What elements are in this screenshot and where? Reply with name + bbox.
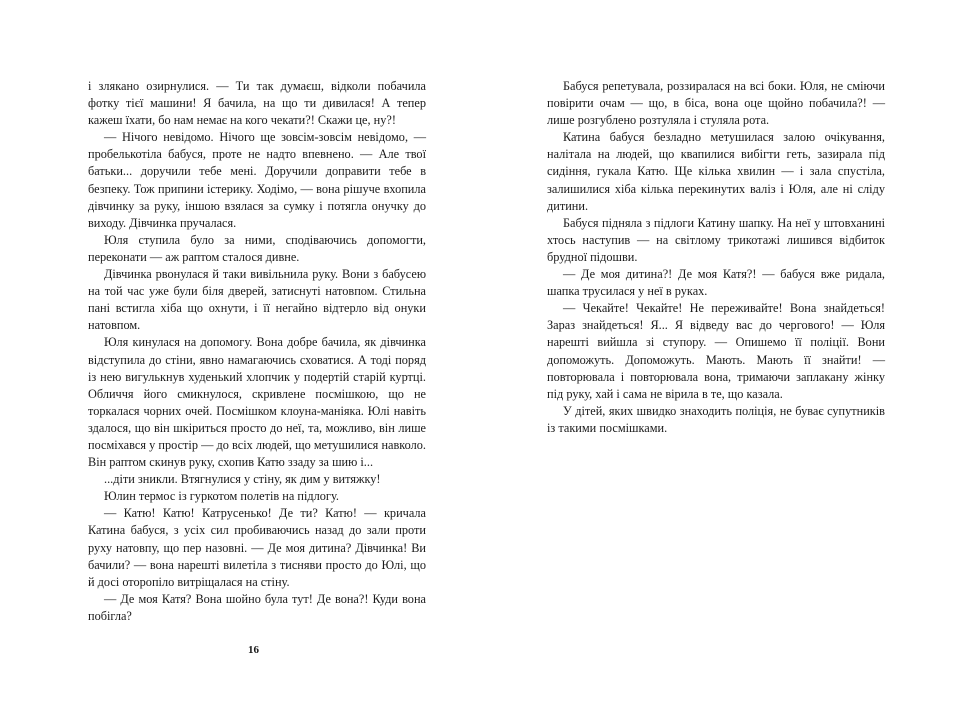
paragraph: Бабуся репетувала, роззиралася на всі боки. Юля, не сміючи повірити очам — що, в біса, вона оце щойно побачила?! — лише розгублено розтуляла і стуляла рота. — [547, 79, 885, 128]
paragraph: — Нічого невідомо. Нічого ще зовсім-зовсім невідомо, — пробелькотіла бабуся, проте не надто впевнено. — Але твої батьки... доручили тебе мені. Доручили доправити тебе в безпеку. Тож припини істерику. Ходімо, — вона рішуче вхопила дівчинку за руку, іншою взялася за сумку і потягла онучку до виходу. Дівчинка пручалася. — [88, 130, 426, 230]
paragraph: — Катю! Катю! Катрусенько! Де ти? Катю! — кричала Катина бабуся, з усіх сил пробиваючись назад до зали проти руху натовпу, що пер назовні. — Де моя дитина? Дівчинка! Ви бачили? — вона нарешті вилетіла з тисняви просто до Юлі, що й досі оторопіло витріщалася на стіну. — [88, 506, 426, 589]
paragraph: У дітей, яких швидко знаходить поліція, не буває супутників із такими посмішками. — [547, 403, 885, 435]
paragraph: Юля кинулася на допомогу. Вона добре бачила, як дівчинка відступила до стіни, явно намагаючись сховатися. А тоді поряд із нею вигулькнув худенький хлопчик у подертій старій куртці. Обличчя його смикнулося, скривлене посмішкою, що не торкалася чорних очей. Посмішком клоуна-маніяка. Юлі навіть здалося, що він шкіриться просто до неї, та, можливо, він лише посміхався у простір — до всіх людей, що метушилися навколо. Він раптом скинув руку, схопив Катю ззаду за шию і... — [88, 335, 426, 470]
paragraph: Бабуся підняла з підлоги Катину шапку. На неї у штовханині хтось наступив — на світлому трикотажі лишився відбиток брудної підошви. — [547, 215, 885, 264]
paragraph: — Де моя Катя? Вона шойно була тут! Де вона?! Куди вона побігла? — [88, 591, 426, 623]
paragraph: Юлин термос із гуркотом полетів на підлогу. — [104, 489, 339, 504]
right-page-text-column — [547, 78, 885, 437]
left-page: і злякано озирнулися. — Ти так думаєш, відколи побачила фотку тієї машини! Я бачила, на що ти дивилася! А тепер кажеш їхати, бо нам немає на кого чекати?! Скажи це, ну?! — Нічого невідомо. Нічого ще зовсім-зовсім невідомо, — пробелькотіла бабуся, проте не надто впевнено. — Але твої батьки... доручили тебе мені. Доручили доправити тебе в безпеку. Тож припини істерику. Ходімо, — вона рішуче вхопила дівчинку за руку, іншою взялася за сумку і потягла онучку до виходу. Дівчинка пручалася. Юля ступила було за ними, сподіваючись допомогти, переконати — аж раптом сталося дивне. Дівчинка рвонулася й таки вивільнила руку. Вони з бабусею на той час уже були біля дверей, затиснуті натовпом. Стильна пані встигла хіба що охнути, і її негайно відтерло від онуки натовпом. Юля кинулася на допомогу. Вона добре бачила, як дівчинка відступила до стіни, явно намагаючись сховатися. А тоді поряд із нею вигулькнув худенький хлопчик у подертій старій куртці. Обличчя його смикнулося, скривлене посмішкою, що не торкалася чорних очей. Посмішком клоуна-маніяка. Юлі навіть здалося, що він шкіриться просто до неї, та, можливо, він лише посміхався у простір — до всіх людей, що метушилися навколо. Він раптом скинув руку, схопив Катю ззаду за шию і... ...діти зникли. Втягнулися у стіну, як дим у витяжку! Юлин термос із гуркотом полетів на підлогу. — Катю! Катю! Катрусенько! Де ти? Катю! — кричала Катина бабуся, з усіх сил пробиваючись назад до зали проти руху натовпу, що пер назовні. — Де моя дитина? Дівчинка! Ви бачили? — вона нарешті вилетіла з тисняви просто до Юлі, що й досі оторопіло витріщалася на стіну. — Де моя Катя? Вона шойно була тут! Де вона?! Куди вона побігла? 16 — [88, 79, 426, 656]
right-page — [487, 0, 974, 714]
paragraph: ...діти зникли. Втягнулися у стіну, як дим у витяжку! — [104, 472, 381, 487]
left-page-text-column — [88, 78, 426, 625]
paragraph: і злякано озирнулися. — Ти так думаєш, відколи побачила фотку тієї машини! Я бачила, на що ти дивилася! А тепер кажеш їхати, бо нам немає на кого чекати?! Скажи це, ну?! — [88, 79, 426, 128]
paragraph: Дівчинка рвонулася й таки вивільнила руку. Вони з бабусею на той час уже були біля дверей, затиснуті натовпом. Стильна пані встигла хіба що охнути, і її негайно відтерло від онуки натовпом. — [88, 267, 426, 333]
paragraph: — Чекайте! Чекайте! Не переживайте! Вона знайдеться! Зараз знайдеться! Я... Я відведу вас до чергового! — Юля нарешті вийшла зі ступору. — Опишемо її поліції. Вони допоможуть. Допоможуть. Мають. Мають її знайти! — повторювала і повторювала вона, тримаючи заплакану жінку під руку, хай і сама не вірила в те, що казала. — [547, 301, 885, 401]
paragraph: Катина бабуся безладно метушилася залою очікування, налітала на людей, що квапилися вибігти геть, зазирала під сидіння, гукала Катю. Ще кілька хвилин — і зала спустіла, залишилися хіба кілька перекинутих валіз і Юля, але ні сліду дитини. — [547, 130, 885, 213]
paragraph: Юля ступила було за ними, сподіваючись допомогти, переконати — аж раптом сталося дивне. — [88, 232, 426, 264]
paragraph: — Де моя дитина?! Де моя Катя?! — бабуся вже ридала, шапка трусилася у неї в руках. — [547, 267, 885, 299]
